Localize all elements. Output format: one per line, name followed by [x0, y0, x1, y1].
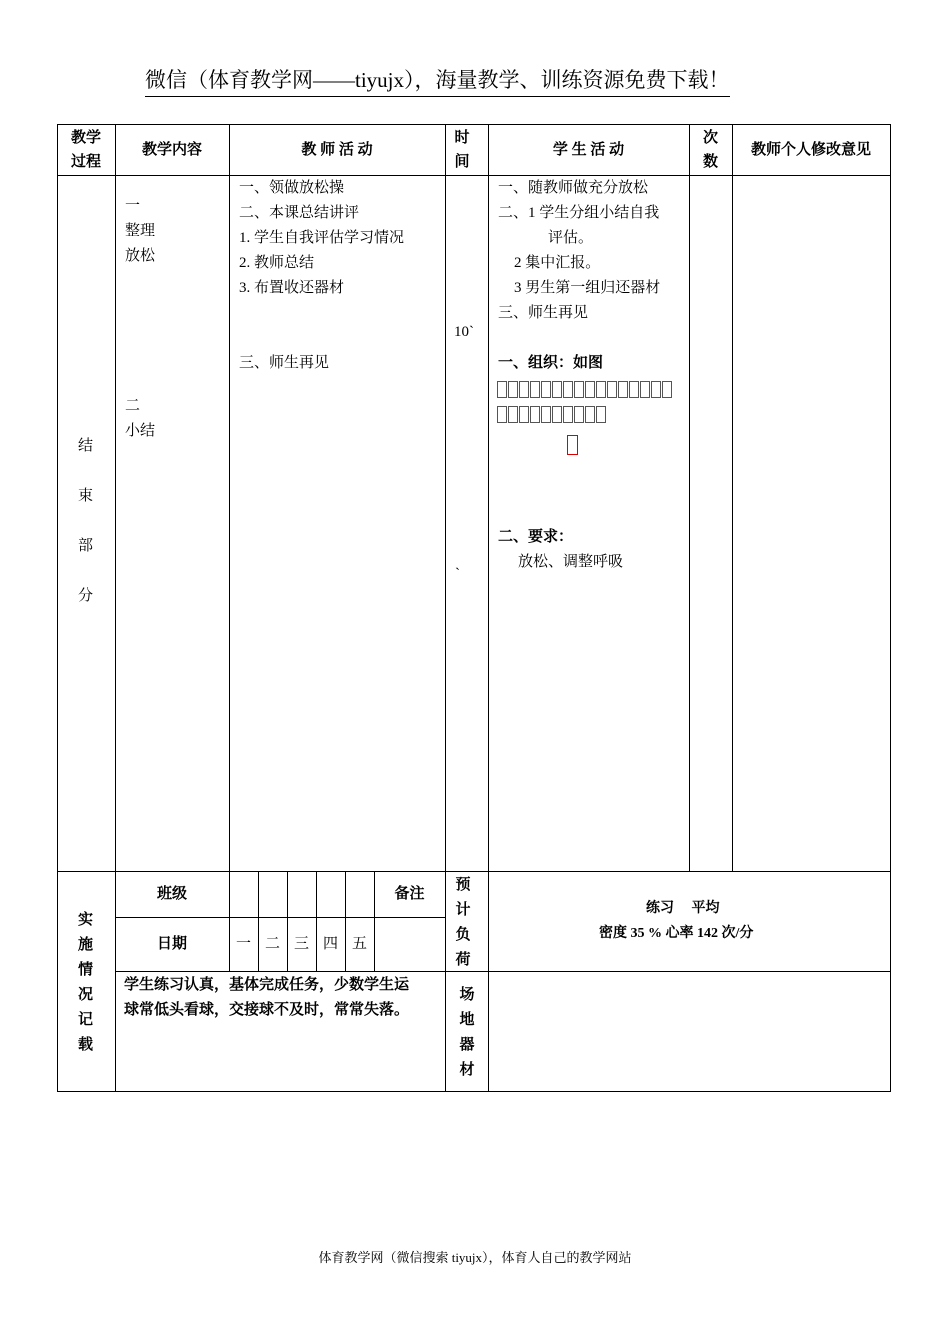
record-label-4: 况 [78, 987, 94, 1003]
record-label-5: 记 [78, 1012, 94, 1028]
req-text: 放松、调整呼吸 [518, 554, 624, 570]
load-label-4: 荷 [455, 952, 471, 968]
col-teacher: 教 师 活 动 [301, 142, 373, 158]
record-note-line-1: 学生练习认真，基体完成任务，少数学生运 [124, 977, 410, 993]
section-label-1: 结 [78, 438, 94, 454]
record-label-2: 施 [78, 937, 94, 953]
student-line-5: 3 男生第一组归还器材 [514, 280, 661, 296]
col-count-line1: 次 [702, 130, 718, 146]
student-line-2: 二、1 学生分组小结自我 [498, 205, 660, 221]
time-value: 10` [454, 324, 474, 340]
teacher-line-6: 三、师生再见 [239, 355, 330, 371]
record-note-line-2: 球常低头看球，交接球不及时，常常失落。 [124, 1002, 410, 1018]
venue-label-1: 场 [459, 987, 475, 1003]
record-label-3: 情 [78, 962, 94, 978]
time-mark: ` [455, 566, 460, 582]
load-line-1: 练习 平均 [646, 901, 720, 916]
page-header: 微信（体育教学网——tiyujx），海量教学、训练资源免费下载！ [145, 66, 730, 97]
load-line-2: 密度 35 % 心率 142 次/分 [599, 926, 754, 941]
day-4: 四 [322, 936, 338, 952]
col-notes: 教师个人修改意见 [750, 142, 871, 158]
venue-label-4: 材 [459, 1062, 475, 1078]
remark-label: 备注 [394, 886, 425, 902]
load-label-3: 负 [455, 927, 471, 943]
record-label-1: 实 [78, 912, 94, 928]
student-line-1: 一、随教师做充分放松 [498, 180, 649, 196]
date-label: 日期 [156, 936, 187, 952]
content-item-1: 一 [125, 198, 141, 214]
venue-label-2: 地 [459, 1012, 475, 1028]
col-count-line2: 数 [702, 154, 718, 170]
content-item-2: 整理 [125, 223, 156, 239]
venue-label-3: 器 [459, 1037, 475, 1053]
day-3: 三 [293, 936, 309, 952]
record-label-6: 载 [78, 1037, 94, 1053]
org-title: 一、组织：如图 [498, 355, 604, 371]
col-process-line1: 教学 [70, 130, 101, 146]
student-line-3: 评估。 [548, 230, 594, 246]
col-time-line2: 间 [454, 154, 470, 170]
section-label-3: 部 [78, 538, 94, 554]
teacher-line-2: 二、本课总结讲评 [239, 205, 360, 221]
content-item-5: 小结 [125, 423, 156, 439]
student-line-4: 2 集中汇报。 [514, 255, 601, 271]
teacher-line-5: 3. 布置收还器材 [239, 280, 345, 296]
req-title: 二、要求： [498, 529, 574, 545]
student-line-6: 三、师生再见 [498, 305, 589, 321]
day-1: 一 [235, 936, 251, 952]
col-content: 教学内容 [141, 142, 202, 158]
class-label: 班级 [156, 886, 187, 902]
teacher-line-1: 一、领做放松操 [239, 180, 345, 196]
section-label-2: 束 [78, 488, 94, 504]
col-student: 学 生 活 动 [552, 142, 625, 158]
day-2: 二 [264, 936, 280, 952]
section-label-4: 分 [78, 588, 94, 604]
col-time-line1: 时 [454, 130, 470, 146]
org-diagram-placeholder [497, 376, 685, 426]
col-process-line2: 过程 [70, 154, 101, 170]
load-label-2: 计 [455, 902, 471, 918]
content-item-4: 二 [125, 398, 141, 414]
teacher-line-3: 1. 学生自我评估学习情况 [239, 230, 405, 246]
content-item-3: 放松 [125, 248, 156, 264]
load-label-1: 预 [455, 877, 471, 893]
day-5: 五 [351, 936, 367, 952]
page-footer: 体育教学网（微信搜索 tiyujx），体育人自己的教学网站 [318, 1250, 632, 1265]
teacher-line-4: 2. 教师总结 [239, 255, 315, 271]
diagram-marker-icon [567, 435, 578, 455]
